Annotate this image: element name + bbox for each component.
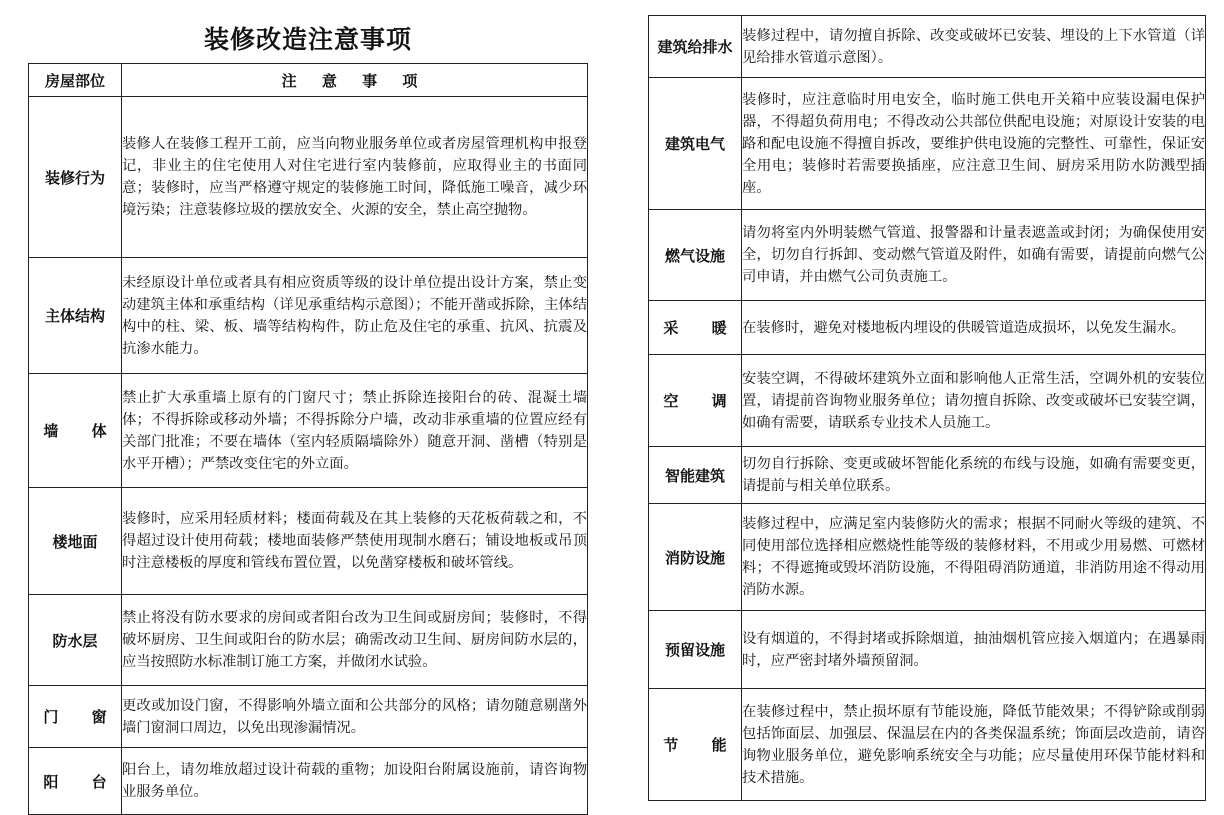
row-note: 装修过程中，应满足室内装修防火的需求；根据不同耐火等级的建筑、不同使用部位选择相应燃烧性能等级的装修材料，不用或少用易燃、可燃材料；不得遮掩或毁坏消防设施，不得阻碍消防通道，非消防用途不得动用消防水源。 bbox=[742, 504, 1206, 611]
table-row bbox=[649, 210, 1206, 301]
row-note: 禁止将没有防水要求的房间或者阳台改为卫生间或厨房间；装修时，不得破坏厨房、卫生间或阳台的防水层；确需改动卫生间、厨房间防水层的，应当按照防水标准制订施工方案，并做闭水试验。 bbox=[122, 595, 588, 686]
row-part: 空 调 bbox=[649, 355, 742, 447]
row-part: 燃气设施 bbox=[649, 210, 742, 301]
header-notes: 注 意 事 项 bbox=[122, 64, 588, 97]
table-row bbox=[649, 355, 1206, 447]
table-header-row bbox=[29, 64, 588, 97]
row-note: 设有烟道的，不得封堵或拆除烟道，抽油烟机管应接入烟道内；在遇暴雨时，应严密封堵外墙预留洞。 bbox=[742, 611, 1206, 689]
row-note: 禁止扩大承重墙上原有的门窗尺寸；禁止拆除连接阳台的砖、混凝土墙体；不得拆除或移动外墙；不得拆除分户墙，改动非承重墙的位置应经有关部门批准；不要在墙体（室内轻质隔墙除外）随意开洞、凿槽（特别是水平开槽）；严禁改变住宅的外立面。 bbox=[122, 374, 588, 488]
row-note: 请勿将室内外明装燃气管道、报警器和计量表遮盖或封闭；为确保使用安全，切勿自行拆卸、变动燃气管道及附件，如确有需要，请提前向燃气公司申请，并由燃气公司负责施工。 bbox=[742, 210, 1206, 301]
row-part: 消防设施 bbox=[649, 504, 742, 611]
table-row bbox=[29, 488, 588, 595]
row-note: 更改或加设门窗，不得影响外墙立面和公共部分的风格；请勿随意剔凿外墙门窗洞口周边，以免出现渗漏情况。 bbox=[122, 686, 588, 748]
row-note: 阳台上，请勿堆放超过设计荷载的重物；加设阳台附属设施前，请咨询物业服务单位。 bbox=[122, 748, 588, 815]
row-part: 节 能 bbox=[649, 689, 742, 801]
row-note: 装修过程中，请勿擅自拆除、改变或破坏已安装、埋设的上下水管道（详见给排水管道示意图）。 bbox=[742, 16, 1206, 78]
notice-table-right bbox=[648, 15, 1206, 801]
row-part: 采 暖 bbox=[649, 301, 742, 355]
table-row bbox=[649, 301, 1206, 355]
header-part: 房屋部位 bbox=[29, 64, 122, 97]
table-row bbox=[29, 97, 588, 258]
row-part: 预留设施 bbox=[649, 611, 742, 689]
table-row bbox=[649, 447, 1206, 504]
table-row bbox=[649, 16, 1206, 78]
table-row bbox=[29, 374, 588, 488]
row-note: 装修时，应注意临时用电安全，临时施工供电开关箱中应装设漏电保护器，不得超负荷用电；不得改动公共部位供配电设施；对原设计安装的电路和配电设施不得擅自拆改，要维护供电设施的完整性、可靠性，保证安全用电；装修时若需要换插座，应注意卫生间、厨房采用防水防溅型插座。 bbox=[742, 78, 1206, 210]
row-note: 在装修时，避免对楼地板内埋设的供暖管道造成损坏，以免发生漏水。 bbox=[742, 301, 1206, 355]
row-part: 阳 台 bbox=[29, 748, 122, 815]
row-part: 门 窗 bbox=[29, 686, 122, 748]
row-part: 墙 体 bbox=[29, 374, 122, 488]
row-part: 装修行为 bbox=[29, 97, 122, 258]
row-part: 建筑给排水 bbox=[649, 16, 742, 78]
table-row bbox=[649, 689, 1206, 801]
table-row bbox=[29, 595, 588, 686]
page-gap bbox=[600, 0, 636, 802]
row-part: 楼地面 bbox=[29, 488, 122, 595]
table-row bbox=[29, 686, 588, 748]
notice-table-left bbox=[28, 63, 588, 815]
document-title: 装修改造注意事项 bbox=[203, 25, 412, 54]
table-row bbox=[649, 611, 1206, 689]
row-part: 主体结构 bbox=[29, 258, 122, 374]
row-part: 智能建筑 bbox=[649, 447, 742, 504]
table-row bbox=[649, 78, 1206, 210]
table-row bbox=[29, 748, 588, 815]
row-note: 切勿自行拆除、变更或破坏智能化系统的布线与设施，如确有需要变更，请提前与相关单位联系。 bbox=[742, 447, 1206, 504]
row-note: 在装修过程中，禁止损坏原有节能设施，降低节能效果；不得铲除或削弱包括饰面层、加强层、保温层在内的各类保温系统；饰面层改造前，请咨询物业服务单位，避免影响系统安全与功能；应尽量使用环保节能材料和技术措施。 bbox=[742, 689, 1206, 801]
table-row bbox=[29, 258, 588, 374]
row-note: 未经原设计单位或者具有相应资质等级的设计单位提出设计方案，禁止变动建筑主体和承重结构（详见承重结构示意图）；不能开凿或拆除，主体结构中的柱、梁、板、墙等结构构件，防止危及住宅的承重、抗风、抗震及抗渗水能力。 bbox=[122, 258, 588, 374]
row-part: 建筑电气 bbox=[649, 78, 742, 210]
table-row bbox=[649, 504, 1206, 611]
row-part: 防水层 bbox=[29, 595, 122, 686]
row-note: 装修人在装修工程开工前，应当向物业服务单位或者房屋管理机构申报登记，非业主的住宅使用人对住宅进行室内装修前，应取得业主的书面同意；装修时，应当严格遵守规定的装修施工时间，降低施工噪音，减少环境污染；注意装修垃圾的摆放安全、火源的安全，禁止高空抛物。 bbox=[122, 97, 588, 258]
row-note: 安装空调，不得破坏建筑外立面和影响他人正常生活，空调外机的安装位置，请提前咨询物业服务单位；请勿擅自拆除、改变或破坏已安装空调，如确有需要，请联系专业技术人员施工。 bbox=[742, 355, 1206, 447]
row-note: 装修时，应采用轻质材料；楼面荷载及在其上装修的天花板荷载之和，不得超过设计使用荷载；楼地面装修严禁使用现制水磨石；铺设地板或吊顶时注意楼板的厚度和管线布置位置，以免凿穿楼板和破坏管线。 bbox=[122, 488, 588, 595]
